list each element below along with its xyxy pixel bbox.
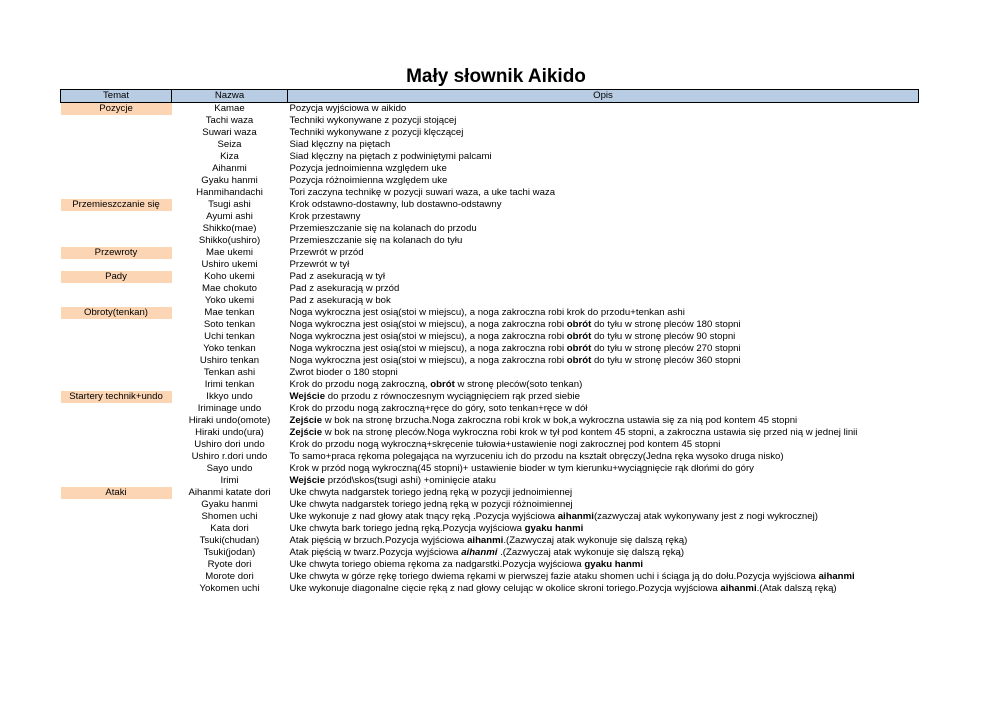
category-cell-empty [61,319,172,331]
description-text: .(Zazwyczaj atak wykonuje się dalszą ręką) [503,535,688,546]
description-text: Techniki wykonywane z pozycji stojącej [289,115,457,126]
category-cell-empty [61,139,172,151]
category-cell: Obroty(tenkan) [61,307,172,319]
term-cell: Gyaku hanmi [201,499,258,510]
description-text: do tyłu w stronę pleców 270 stopni [591,343,741,354]
description-cell [288,511,919,523]
description-cell [288,415,919,427]
description-cell [288,427,919,439]
term-cell: Ushiro tenkan [199,355,260,366]
description-cell [288,403,919,415]
description-text: w stronę pleców(soto tenkan) [454,379,583,390]
description-text: Przewrót w tył [289,259,350,270]
description-text: .(Zazwyczaj atak wykonuje się dalszą ręką) [497,547,685,558]
description-cell [288,391,919,403]
category-cell-empty [61,427,172,439]
table-row [61,535,919,547]
table-row [61,103,919,116]
table-row [61,271,919,283]
description-text: do tyłu w stronę pleców 360 stopni [591,355,741,366]
table-row [61,331,919,343]
description-emphasis: aihanmi [557,511,594,522]
table-row [61,499,919,511]
category-cell-empty [61,367,172,379]
description-cell [288,583,919,595]
description-emphasis: obrót [566,355,592,366]
category-cell-empty [61,475,172,487]
description-text: (zazwyczaj atak wykonywany jest z nogi wykrocznej) [593,511,818,522]
table-row [61,571,919,583]
description-cell [288,271,919,283]
category-cell-empty [61,187,172,199]
description-emphasis: obrót [566,343,592,354]
description-cell [288,331,919,343]
description-cell [288,223,919,235]
page-title: Mały słownik Aikido [406,66,586,87]
table-row [61,463,919,475]
term-cell: Suwari waza [202,127,257,138]
category-cell-empty [61,259,172,271]
description-text: Zwrot bioder o 180 stopni [289,367,398,378]
category-cell-empty [61,535,172,547]
description-emphasis: Wejście [289,475,326,486]
term-cell: Iriminage undo [197,403,262,414]
category-cell-empty [61,331,172,343]
description-text: Krok do przodu nogą zakroczną+ręce do góry, soto tenkan+ręce w dół [289,403,588,414]
description-cell [288,343,919,355]
description-cell [288,187,919,199]
description-text: Uke wykonuje z nad głowy atak tnący ręką .Pozycja wyjściowa [289,511,558,522]
description-cell [288,307,919,319]
table-body [61,103,919,596]
term-cell: Tachi waza [205,115,254,126]
description-text: Siad klęczny na piętach [289,139,391,150]
term-cell: Tenkan ashi [203,367,256,378]
table-row [61,523,919,535]
category-cell-empty [61,151,172,163]
description-cell [288,151,919,163]
table-row [61,163,919,175]
term-cell: Shikko(mae) [202,223,257,234]
description-text: Przemieszczanie się na kolanach do tyłu [289,235,463,246]
description-emphasis: Wejście [289,391,326,402]
description-text: Krok przestawny [289,211,361,222]
category-cell-empty [61,283,172,295]
description-cell [288,259,919,271]
description-cell [288,547,919,559]
category-cell-empty [61,343,172,355]
table-row [61,547,919,559]
description-text: w bok na stronę pleców.Noga wykroczna robi krok w tył pod kontem 45 stopni, a zakroczna ustawia się przed nią w jednej linii [322,427,858,438]
table-row [61,319,919,331]
table-row [61,223,919,235]
table-row [61,583,919,595]
description-text: do przodu z równoczesnym wyciągnięciem rąk przed siebie [325,391,580,402]
description-cell [288,283,919,295]
header-nazwa: Nazwa [172,90,288,103]
category-cell-empty [61,223,172,235]
description-text: Pad z asekuracją w przód [289,283,400,294]
description-text: Pad z asekuracją w bok [289,295,391,306]
description-emphasis: obrót [566,331,592,342]
category-cell: Pozycje [61,103,172,116]
term-cell: Hanmihandachi [196,187,263,198]
description-cell [288,355,919,367]
category-cell: Przewroty [61,247,172,259]
description-text: Noga wykroczna jest osią(stoi w miejscu), a noga zakroczna robi [289,355,567,366]
description-text: Krok do przodu nogą zakroczną, [289,379,431,390]
table-row [61,403,919,415]
table-row [61,259,919,271]
term-cell: Tsugi ashi [208,199,251,210]
term-cell: Shikko(ushiro) [198,235,261,246]
description-text: Przewrót w przód [289,247,364,258]
description-emphasis: Zejście [289,415,323,426]
description-cell [288,247,919,259]
category-cell-empty [61,403,172,415]
table-row [61,139,919,151]
term-cell: Mae chokuto [202,283,257,294]
description-cell [288,559,919,571]
description-cell [288,295,919,307]
table-row [61,175,919,187]
category-cell-empty [61,571,172,583]
table-row [61,355,919,367]
category-cell-empty [61,115,172,127]
description-text: .(Atak dalszą ręką) [756,583,837,594]
description-text: Atak pięścią w twarz.Pozycja wyjściowa [289,547,462,558]
description-text: Noga wykroczna jest osią(stoi w miejscu), a noga zakroczna robi [289,343,567,354]
description-cell [288,175,919,187]
term-cell: Tsuki(jodan) [203,547,256,558]
description-emphasis: obrót [566,319,592,330]
table-row [61,427,919,439]
description-text: Krok odstawno-dostawny, lub dostawno-odstawny [289,199,502,210]
category-cell-empty [61,415,172,427]
description-cell [288,439,919,451]
term-cell: Ikkyo undo [206,391,253,402]
term-cell: Morote dori [205,571,254,582]
table-row [61,511,919,523]
header-temat: Temat [61,90,172,103]
category-cell: Startery technik+undo [61,391,172,403]
description-cell [288,235,919,247]
table-row [61,367,919,379]
term-cell: Koho ukemi [204,271,255,282]
description-emphasis: aihanmi [467,535,504,546]
description-text: Noga wykroczna jest osią(stoi w miejscu), a noga zakroczna robi [289,331,567,342]
description-emphasis: aihanmi [818,571,855,582]
term-cell: Tsuki(chudan) [199,535,260,546]
description-emphasis: gyaku hanmi [524,523,584,534]
description-text: Atak pięścią w brzuch.Pozycja wyjściowa [289,535,468,546]
category-cell-empty [61,511,172,523]
description-cell [288,499,919,511]
term-cell: Ushiro r.dori undo [191,451,268,462]
term-cell: Sayo undo [206,463,253,474]
table-row [61,127,919,139]
description-text: Pozycja jednoimienna względem uke [289,163,447,174]
category-cell-empty [61,463,172,475]
description-text: Uke chwyta nadgarstek toriego jedną ręką w pozycji jednoimiennej [289,487,573,498]
description-emphasis: Zejście [289,427,323,438]
table-row [61,295,919,307]
table-row [61,283,919,295]
term-cell: Hiraki undo(ura) [195,427,264,438]
description-cell [288,487,919,499]
description-text: przód\skos(tsugi ashi) +ominięcie ataku [325,475,496,486]
description-cell [288,127,919,139]
description-text: Pozycja wyjściowa w aikido [289,103,407,114]
header-row [61,90,919,103]
term-cell: Kamae [214,103,245,114]
category-cell: Pady [61,271,172,283]
category-cell-empty [61,175,172,187]
table-row [61,211,919,223]
description-text: Krok w przód nogą wykroczną(45 stopni)+ ustawienie bioder w tym kierunku+wyciągnięcie rąk dłońmi do góry [289,463,754,474]
table-row [61,187,919,199]
term-cell: Uchi tenkan [204,331,255,342]
description-text: To samo+praca rękoma polegająca na wyrzuceniu ich do przodu na kształt obręczy(Jedna ręka wysoko druga nisko) [289,451,784,462]
table-row [61,199,919,211]
category-cell-empty [61,583,172,595]
category-cell-empty [61,127,172,139]
term-cell: Yoko tenkan [203,343,256,354]
term-cell: Irimi tenkan [204,379,255,390]
description-text: Pozycja różnoimienna względem uke [289,175,448,186]
table-row [61,343,919,355]
term-cell: Ushiro ukemi [201,259,258,270]
term-cell: Mae ukemi [206,247,253,258]
table-row [61,247,919,259]
category-cell-empty [61,559,172,571]
description-text: Pad z asekuracją w tył [289,271,385,282]
description-cell [288,367,919,379]
description-cell [288,211,919,223]
category-cell-empty [61,547,172,559]
description-cell [288,319,919,331]
description-text: Siad klęczny na piętach z podwiniętymi palcami [289,151,492,162]
description-cell [288,523,919,535]
description-cell [288,475,919,487]
description-text: Uke chwyta w górze rękę toriego dwiema rękami w pierwszej fazie ataku shomen uchi i ściąga ją do dołu.Pozycja wyjściowa [289,571,819,582]
header-opis: Opis [288,90,919,103]
category-cell-empty [61,499,172,511]
table-row [61,379,919,391]
category-cell-empty [61,355,172,367]
term-cell: Seiza [217,139,242,150]
description-cell [288,451,919,463]
description-cell [288,163,919,175]
term-cell: Irimi [220,475,239,486]
description-text: Krok do przodu nogą wykroczną+skręcenie tułowia+ustawienie nogi zakrocznej pod kontem 45 stopni [289,439,721,450]
description-text: Noga wykroczna jest osią(stoi w miejscu), a noga zakroczna robi krok do przodu+tenkan ashi [289,307,685,318]
term-cell: Yokomen uchi [199,583,260,594]
table-row [61,307,919,319]
table-row [61,151,919,163]
description-text: do tyłu w stronę pleców 180 stopni [591,319,741,330]
description-emphasis: aihanmi [720,583,757,594]
term-cell: Kiza [220,151,239,162]
term-cell: Kata dori [210,523,249,534]
description-cell [288,571,919,583]
term-cell: Hiraki undo(omote) [188,415,271,426]
table-row [61,439,919,451]
table-row [61,115,919,127]
term-cell: Ryote dori [207,559,252,570]
description-emphasis: obrót [430,379,455,390]
category-cell-empty [61,235,172,247]
table-row [61,451,919,463]
description-cell [288,463,919,475]
table-row [61,235,919,247]
table-row [61,475,919,487]
description-cell [288,103,919,116]
category-cell-empty [61,523,172,535]
term-cell: Aihanmi katate dori [188,487,271,498]
glossary-table [60,89,919,595]
description-cell [288,535,919,547]
description-text: Przemieszczanie się na kolanach do przodu [289,223,477,234]
category-cell: Przemieszczanie się [61,199,172,211]
description-cell [288,115,919,127]
term-cell: Yoko ukemi [204,295,255,306]
description-text: Uke chwyta bark toriego jedną ręką.Pozycja wyjściowa [289,523,525,534]
description-text: Techniki wykonywane z pozycji klęczącej [289,127,464,138]
description-text: Uke wykonuje diagonalne cięcie ręką z nad głowy celując w okolice skroni toriego.Pozycja wyjściowa [289,583,721,594]
description-cell [288,379,919,391]
description-text: Tori zaczyna technikę w pozycji suwari waza, a uke tachi waza [289,187,556,198]
description-text: Noga wykroczna jest osią(stoi w miejscu), a noga zakroczna robi [289,319,567,330]
category-cell-empty [61,379,172,391]
term-cell: Mae tenkan [204,307,255,318]
term-cell: Gyaku hanmi [201,175,258,186]
table-row [61,559,919,571]
term-cell: Shomen uchi [201,511,258,522]
category-cell-empty [61,439,172,451]
description-text: Uke chwyta toriego obiema rękoma za nadgarstki.Pozycja wyjściowa [289,559,585,570]
description-emphasis: aihanmi [461,547,498,558]
description-text: do tyłu w stronę pleców 90 stopni [591,331,736,342]
category-cell: Ataki [61,487,172,499]
description-text: w bok na stronę brzucha.Noga zakroczna robi krok w bok,a wykroczna ustawia się za nią pod kontem 45 stopni [322,415,798,426]
term-cell: Ayumi ashi [206,211,253,222]
term-cell: Ushiro dori undo [194,439,265,450]
description-cell [288,199,919,211]
description-text: Uke chwyta nadgarstek toriego jedną ręką w pozycji różnoimiennej [289,499,573,510]
term-cell: Soto tenkan [203,319,256,330]
description-cell [288,139,919,151]
table-row [61,391,919,403]
term-cell: Aihanmi [212,163,247,174]
category-cell-empty [61,163,172,175]
category-cell-empty [61,451,172,463]
category-cell-empty [61,211,172,223]
description-emphasis: gyaku hanmi [584,559,644,570]
table-row [61,415,919,427]
category-cell-empty [61,295,172,307]
table-row [61,487,919,499]
